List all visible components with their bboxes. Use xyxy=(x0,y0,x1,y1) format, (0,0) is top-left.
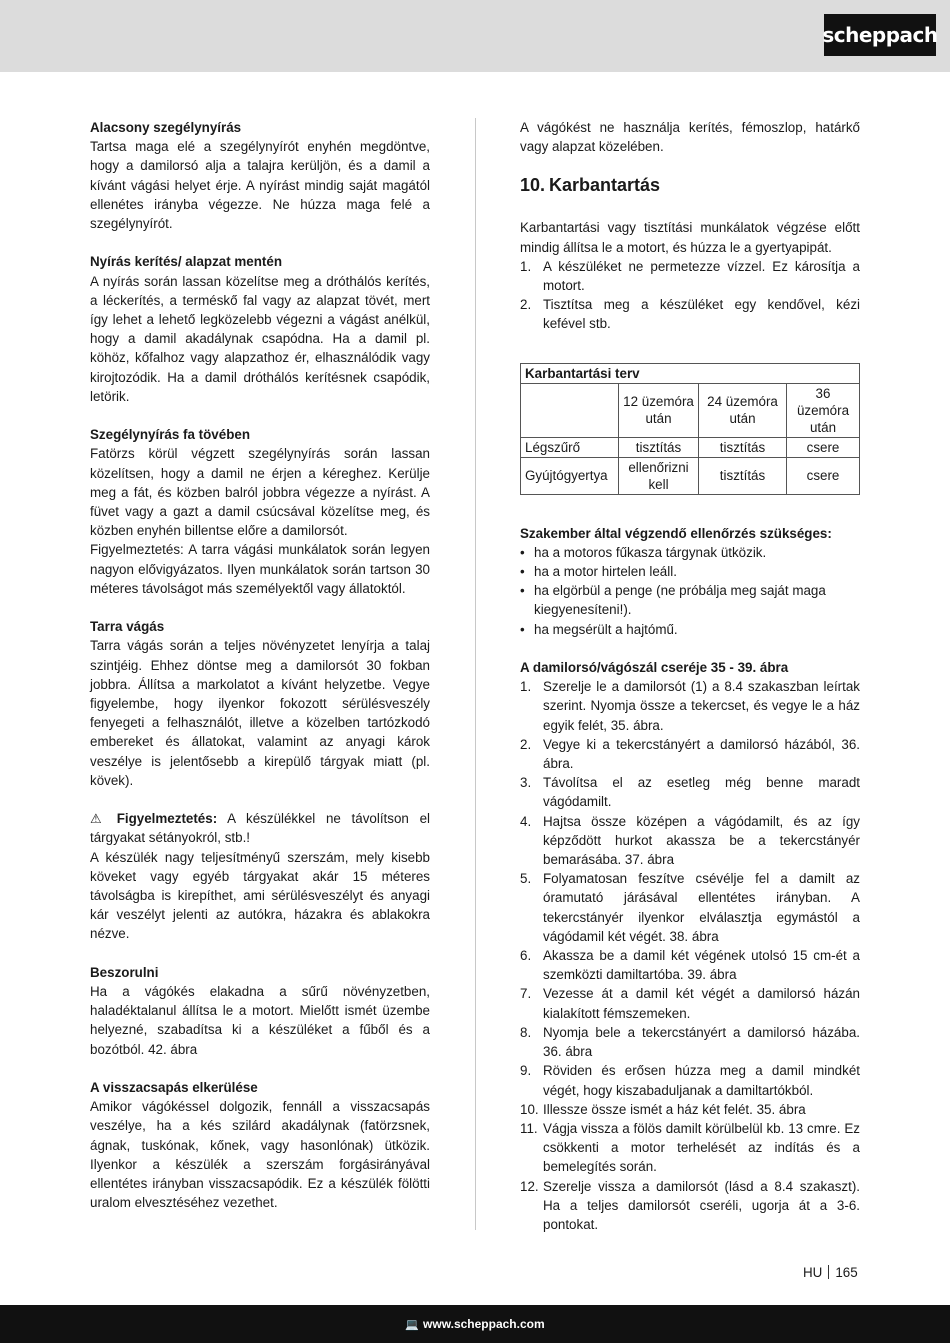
section-title: A damilorsó/vágószál cseréje 35 - 39. ábra xyxy=(520,660,789,676)
item-number: 2. xyxy=(520,736,532,752)
list-item xyxy=(520,869,860,946)
page-number-value: 165 xyxy=(835,1265,858,1280)
table-row-label: Légszűrő xyxy=(521,437,619,457)
table-cell: tisztítás xyxy=(699,437,787,457)
section-title: Nyírás kerítés/ alapzat mentén xyxy=(90,254,283,270)
table-cell: tisztítás xyxy=(699,457,787,494)
list-item: • ha elgörbül a penge (ne próbálja meg saját maga kiegyenesíteni!). xyxy=(520,581,860,619)
item-text: Illessze össze ismét a ház két felét. 35. ábra xyxy=(543,1101,806,1117)
item-number: 1. xyxy=(520,679,532,695)
item-number: 3. xyxy=(520,775,532,791)
list-item xyxy=(520,984,860,1022)
list-item xyxy=(520,812,860,870)
list-item xyxy=(520,1177,860,1235)
item-text: Szerelje le a damilorsót (1) a 8.4 szakaszban leírtak szerint. Nyomja össze a tekercset, és vegye le a ház egyik felét, 35. ábra. xyxy=(543,679,860,733)
table-title: Karbantartási terv xyxy=(521,363,860,383)
line-change-list xyxy=(520,677,860,1234)
section-body: Tarra vágás során a teljes növényzetet lenyírja a talaj szintjéig. Ehhez döntse meg a damilorsót 30 fokban jobbra. Állítsa a markolatot a kívánt helyzetbe. Vegye figyelembe, hogy ilyenkor fokozott sérülésveszély fenyegeti a felhasználót, illetve a közelben tartózkodó embereket és állatokat, valamint az anyagi károk veszélye is jelentősebb a kirepülő tárgyak miatt (pl. kövek). xyxy=(90,638,430,788)
section-body: Amikor vágókéssel dolgozik, fennáll a visszacsapás veszélye, ha a kés szilárd akadálynak (fatörzsnek, ágnak, tuskónak, kőnek, vagy hasonlónak) ütközik. Ilyenkor a készülék a szerszám forgásirányával ellentétes irányban visszacsapódik. Ez a készülék fölötti uralom elvesztéséhez vezethet. xyxy=(90,1099,430,1211)
item-number: 4. xyxy=(520,813,532,829)
chapter-title: Karbantartás xyxy=(549,175,661,196)
list-item: • ha a motor hirtelen leáll. xyxy=(520,562,860,581)
list-item xyxy=(520,1061,860,1099)
item-text: Röviden és erősen húzza meg a damil mindkét végét, hogy kiszabaduljanak a damiltartókból. xyxy=(543,1063,860,1098)
left-column xyxy=(90,118,430,1232)
list-item: • ha megsérült a hajtómű. xyxy=(520,620,860,639)
warning-triangle-icon: ⚠ xyxy=(90,811,102,827)
section-title: Alacsony szegélynyírás xyxy=(90,120,242,135)
item-text: Akassza be a damil két végének utolsó 15 cm-ét a szemközti damiltartóba. 39. ábra xyxy=(543,948,860,983)
item-text: Folyamatosan feszítve csévélje fel a damilt az óramutató járásával ellentétes irányban. A tekercstányér ilyenkor elválasztja egymástól a vágódamil két végét. 38. ábra xyxy=(543,871,860,944)
list-item xyxy=(520,1100,860,1119)
item-number: 8. xyxy=(520,1024,532,1040)
maintenance-table xyxy=(520,363,860,495)
item-text: Nyomja bele a tekercstányért a damilorsó házába. 36. ábra xyxy=(543,1024,860,1060)
section-jam xyxy=(90,963,430,1059)
footer-bar xyxy=(0,1305,950,1343)
intro-paragraph: A vágókést ne használja kerítés, fémoszlop, határkő vagy alapzat közelében. xyxy=(520,120,860,155)
warning-text: A készülékkel ne távolítson el tárgyakat sétányokról, stb.! xyxy=(90,811,430,846)
item-number: 1. xyxy=(520,258,532,274)
section-fence xyxy=(90,252,430,406)
list-item xyxy=(520,1023,860,1061)
item-number: 7. xyxy=(520,986,532,1002)
table-cell: tisztítás xyxy=(619,437,699,457)
section-kickback xyxy=(90,1078,430,1212)
section-title: A visszacsapás elkerülése xyxy=(90,1080,258,1096)
table-header-row xyxy=(521,383,860,437)
section-low-edge xyxy=(90,118,430,233)
table-corner-cell xyxy=(521,383,619,437)
item-text: Vágja vissza a fölös damilt körülbelül kb. 13 cmre. Ez csökkenti a motor terhelését az indítás és a bemelegítés során. xyxy=(543,1120,860,1175)
section-title: Beszorulni xyxy=(90,964,159,980)
list-item xyxy=(520,677,860,735)
section-title: Szakember által végzendő ellenőrzés szükséges: xyxy=(520,525,832,541)
section-warning: Figyelmeztetés: A tarra vágási munkálatok során legyen nagyon elővigyázatos. Ilyen munkálatok során tartson 30 méteres távolságot más személyektől vagy állatoktól. xyxy=(90,542,430,596)
section-warning-block xyxy=(90,809,430,943)
section-body: A nyírás során lassan közelítse meg a dróthálós kerítés, a léckerítés, a terméskő fal vagy az alapzat tövét, mert így lehet a lehető legközelebb végezni a vágást anélkül, hogy a damil akadálynak csapódna. Ha a damil pl. köhöz, kőfalhoz vagy alapzathoz ér, elhasználódik vagy kirojtozódik. Ha a damil dróthálós kerítésnek csapódik, letörik. xyxy=(90,273,430,404)
page-number xyxy=(803,1265,858,1280)
chapter-number: 10. xyxy=(520,175,546,196)
item-text: Tisztítsa meg a készüléket egy kendővel, kézi kefével stb. xyxy=(543,297,860,332)
section-body: Tartsa maga elé a szegélynyírót enyhén megdöntve, hogy a damilorsó alja a talajra kerüljön, és a damil a kívánt vágási helyet érje. A nyírást mindig saját magától ellenétes irányba végezze. Ne húzza maga felé a szegélynyírót. xyxy=(90,139,430,232)
table-row xyxy=(521,437,860,457)
section-tree xyxy=(90,425,430,598)
list-item: • ha a motoros fűkasza tárgynak ütközik. xyxy=(520,543,860,562)
item-text: Szerelje vissza a damilorsót (lásd a 8.4 szakaszt). Ha a teljes damilorsót cseréli, ugorja át a 3-6. pontokat. xyxy=(543,1178,860,1232)
section-title: Szegélynyírás fa tövében xyxy=(90,427,251,443)
item-text: Vegye ki a tekercstányért a damilorsó házából, 36. ábra. xyxy=(543,736,860,772)
section-scalping xyxy=(90,617,430,790)
section-line-change xyxy=(520,658,860,1234)
item-number: 11. xyxy=(520,1120,538,1136)
list-item xyxy=(520,773,860,811)
table-header: 36 üzemóra után xyxy=(787,383,860,437)
list-item xyxy=(520,946,860,984)
table-row xyxy=(521,457,860,494)
specialist-list xyxy=(520,543,860,639)
section-title: Tarra vágás xyxy=(90,619,165,635)
item-number: 2. xyxy=(520,297,532,313)
section-body: Fatörzs körül végzett szegélynyírás során lassan közelítsen, hogy a damil ne érjen a kéreghez. Kerülje meg a fát, és közben balról jobbra végezze a nyírást. A füvet vagy a gazt a damil csúcsával közelítse meg, és közben enyhén billentse előre a damilorsót. xyxy=(90,446,430,539)
header-bar xyxy=(0,0,950,72)
item-number: 9. xyxy=(520,1063,532,1079)
section-body: Ha a vágókés elakadna a sűrű növényzetben, haladéktalanul állítsa le a motort. Mielőtt ismét üzembe helyezné, szabadítsa ki a készüléket a fűből és a bozótból. 42. ábra xyxy=(90,984,430,1057)
language-code: HU xyxy=(803,1265,823,1280)
table-header: 12 üzemóra után xyxy=(619,383,699,437)
right-column xyxy=(520,118,860,1234)
table-cell: csere xyxy=(787,457,860,494)
page-number-separator xyxy=(828,1265,829,1279)
table-title-row xyxy=(521,363,860,383)
warning-line xyxy=(90,809,430,847)
list-item xyxy=(520,295,860,333)
item-number: 12. xyxy=(520,1178,539,1194)
warning-label: Figyelmeztetés: xyxy=(116,811,218,827)
item-number: 6. xyxy=(520,948,532,964)
list-item xyxy=(520,257,860,295)
list-item xyxy=(520,1119,860,1177)
item-text: Hajtsa össze középen a vágódamilt, és az így képződött hurkot akassza be a tekercstányér bemarásába. 37. ábra xyxy=(543,813,860,868)
section-specialist xyxy=(520,524,860,639)
item-text: A készüléket ne permetezze vízzel. Ez károsítja a motort. xyxy=(543,258,860,294)
website-link[interactable]: www.scheppach.com xyxy=(423,1317,545,1331)
item-text: Vezesse át a damil két végét a damilorsó házán kialakított fémszemeken. xyxy=(543,986,860,1021)
item-number: 10. xyxy=(520,1101,539,1117)
monitor-icon: 💻 xyxy=(405,1318,420,1331)
table-header: 24 üzemóra után xyxy=(699,383,787,437)
maintenance-list xyxy=(520,257,860,334)
section-body: A készülék nagy teljesítményű szerszám, mely kisebb köveket vagy egyéb tárgyakat akár 15 méteres távolságba is kirepíthet, ami sérülésveszélyt és anyagi kár veszélyt jelenti az autókra, házakra és ablakokra nézve. xyxy=(90,849,430,942)
column-divider xyxy=(475,118,476,1230)
scheppach-logo: scheppach xyxy=(824,14,936,56)
table-cell: csere xyxy=(787,437,860,457)
item-number: 5. xyxy=(520,871,532,887)
table-row-label: Gyújtógyertya xyxy=(521,457,619,494)
list-item xyxy=(520,735,860,773)
chapter-heading xyxy=(520,174,860,196)
item-text: Távolítsa el az esetleg még benne maradt vágódamilt. xyxy=(543,775,860,810)
maintenance-body: Karbantartási vagy tisztítási munkálatok végzése előtt mindig állítsa le a motort, és húzza le a gyertyapipát. xyxy=(520,220,860,255)
table-cell: ellenőrizni kell xyxy=(619,457,699,494)
